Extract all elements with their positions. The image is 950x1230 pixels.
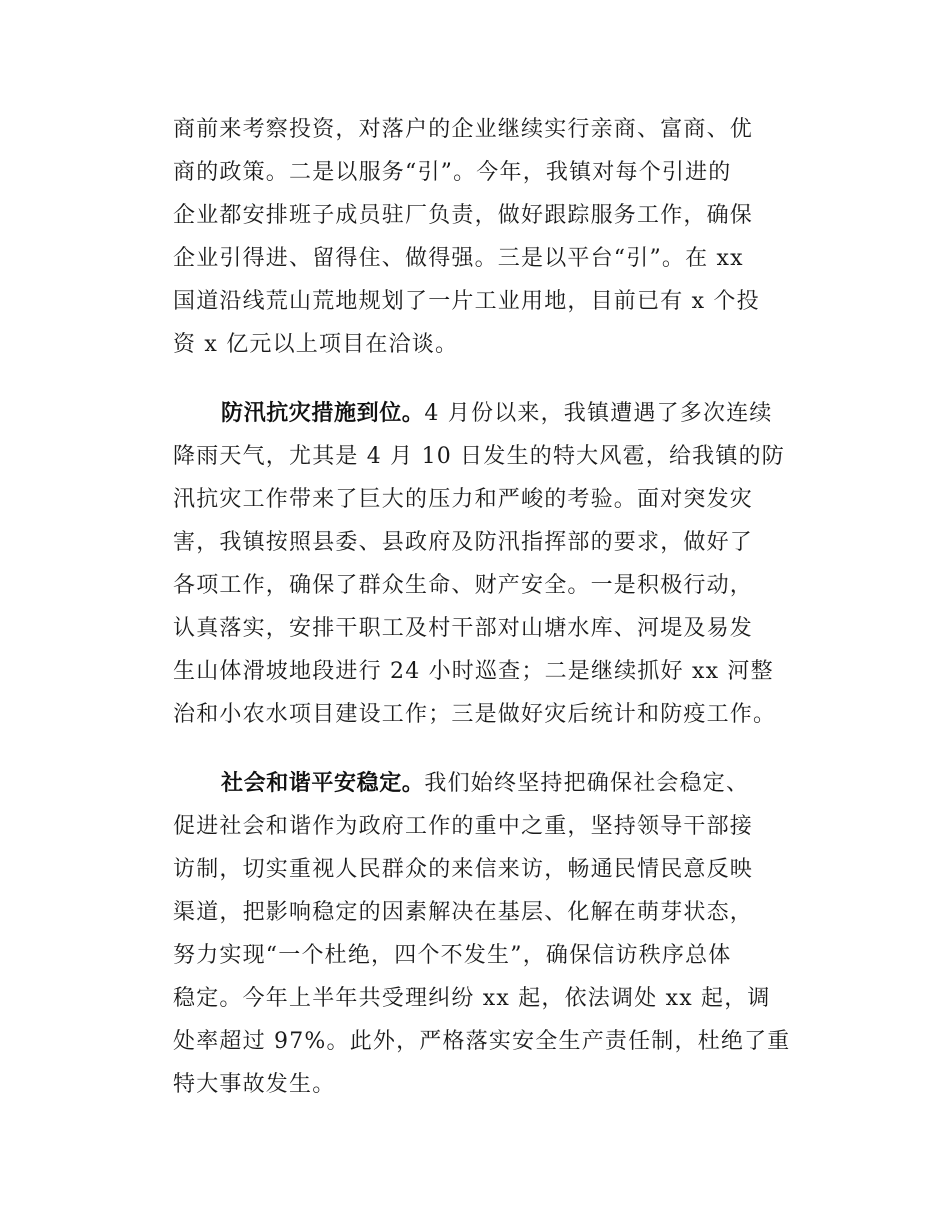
text-line: 害，我镇按照县委、县政府及防汛指挥部的要求，做好了: [173, 530, 754, 555]
paragraph-first-line: [173, 392, 813, 435]
section-heading-social-stability: 社会和谐平安稳定。: [221, 771, 425, 796]
text-line: 降雨天气，尤其是 4 月 10 日发生的特大风雹，给我镇的防: [173, 444, 785, 469]
text-line: 生山体滑坡地段进行 24 小时巡查；二是继续抓好 xx 河整: [173, 659, 774, 684]
text-line: 渠道，把影响稳定的因素解决在基层、化解在萌芽状态，: [173, 900, 754, 925]
text-span: 我们始终坚持把确保社会稳定、: [424, 771, 750, 796]
document-body: [173, 108, 813, 1106]
text-line: 访制，切实重视人民群众的来信来访，畅通民情民意反映: [173, 857, 754, 882]
text-line: 处率超过 97%。此外，严格落实安全生产责任制，杜绝了重: [173, 1029, 791, 1054]
text-line: 各项工作，确保了群众生命、财产安全。一是积极行动，: [173, 573, 754, 598]
text-line: 商前来考察投资，对落户的企业继续实行亲商、富商、优: [173, 117, 754, 142]
text-line: 国道沿线荒山荒地规划了一片工业用地，目前已有 x 个投: [173, 289, 760, 314]
paragraph-spacer: [173, 736, 813, 762]
paragraph-flood-control: [173, 392, 813, 736]
text-line: 企业都安排班子成员驻厂负责，做好跟踪服务工作，确保: [173, 203, 754, 228]
section-heading-flood-control: 防汛抗灾措施到位。: [221, 401, 425, 426]
paragraph-first-line: [173, 762, 813, 805]
text-line: 商的政策。二是以服务“引”。今年，我镇对每个引进的: [173, 160, 732, 185]
text-line: 促进社会和谐作为政府工作的重中之重，坚持领导干部接: [173, 814, 754, 839]
paragraph-social-stability: [173, 762, 813, 1106]
text-line: 资 x 亿元以上项目在洽谈。: [173, 332, 459, 357]
text-line: 努力实现“一个杜绝，四个不发生”，确保信访秩序总体: [173, 943, 732, 968]
paragraph-investment-continuation: [173, 108, 813, 366]
text-line: 特大事故发生。: [173, 1072, 336, 1097]
text-line: 汛抗灾工作带来了巨大的压力和严峻的考验。面对突发灾: [173, 487, 754, 512]
paragraph-spacer: [173, 366, 813, 392]
text-line: 企业引得进、留得住、做得强。三是以平台“引”。在 xx: [173, 246, 744, 271]
text-line: 治和小农水项目建设工作；三是做好灾后统计和防疫工作。: [173, 702, 777, 727]
text-line: 认真落实，安排干职工及村干部对山塘水库、河堤及易发: [173, 616, 754, 641]
text-span: 4 月份以来，我镇遭遇了多次连续: [424, 401, 773, 426]
text-line: 稳定。今年上半年共受理纠纷 xx 起，依法调处 xx 起，调: [173, 986, 771, 1011]
